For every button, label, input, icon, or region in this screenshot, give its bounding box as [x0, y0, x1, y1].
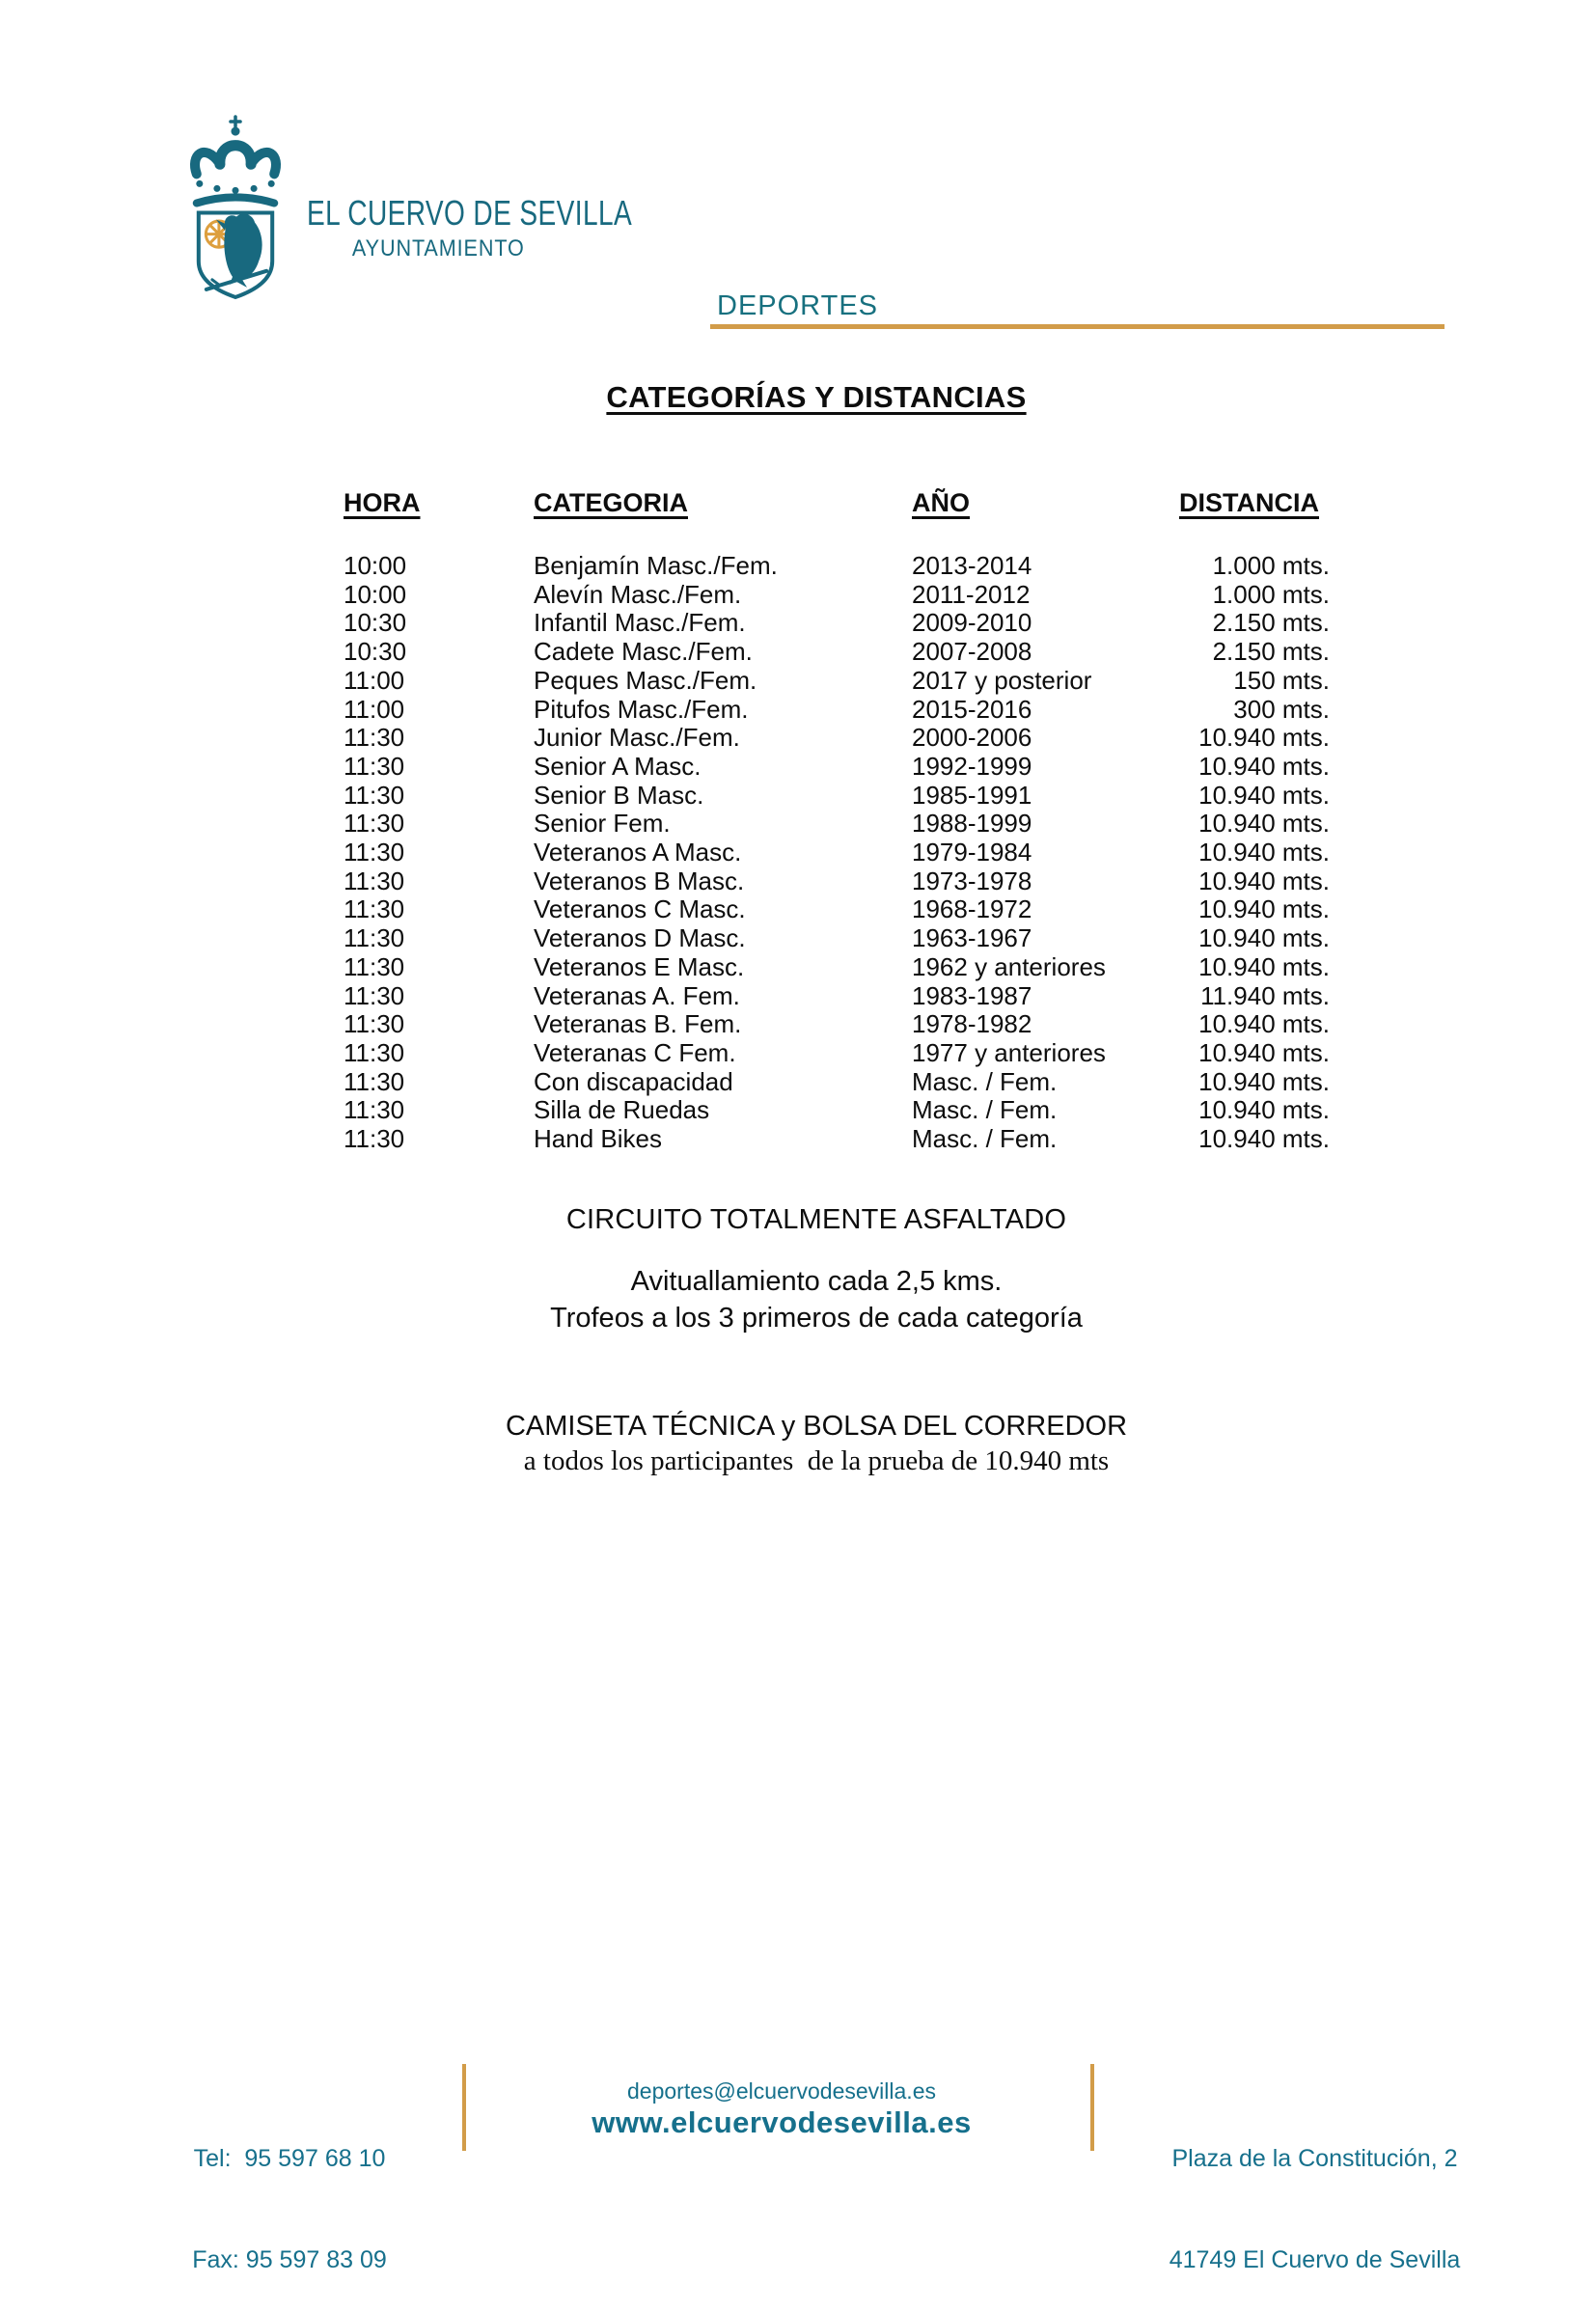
- org-subtitle: AYUNTAMIENTO: [351, 235, 525, 261]
- table-row: 11:30 Veteranas C Fem. 1977 y anteriores 10.940 mts.: [344, 1037, 1330, 1067]
- table-row: 11:30 Senior A Masc. 1992-1999 10.940 mts.: [344, 751, 1330, 781]
- footer-tel: Tel: 95 597 68 10: [193, 2145, 386, 2172]
- footer-address-line2: 41749 El Cuervo de Sevilla: [1169, 2246, 1461, 2273]
- crown-icon: [195, 117, 276, 203]
- table-row: 11:00 Peques Masc./Fem. 2017 y posterior 150 mts.: [344, 665, 1330, 695]
- footer-email-link[interactable]: deportes@elcuervodesevilla.es: [627, 2078, 936, 2104]
- department-rule: [710, 324, 1445, 329]
- table-row: 11:30 Silla de Ruedas Masc. / Fem. 10.940 mts.: [344, 1095, 1330, 1125]
- note-shirt-line1: CAMISETA TÉCNICA y BOLSA DEL CORREDOR: [505, 1411, 1128, 1442]
- table-row: 11:30 Hand Bikes Masc. / Fem. 10.940 mts.: [344, 1124, 1330, 1154]
- note-circuit: CIRCUITO TOTALMENTE ASFALTADO: [565, 1204, 1067, 1235]
- category-table: [344, 488, 1334, 1154]
- table-row: 11:30 Veteranos C Masc. 1968-1972 10.940 mts.: [344, 894, 1330, 924]
- category-table-body: [344, 552, 1334, 1154]
- footer-fax: Fax: 95 597 83 09: [192, 2246, 387, 2273]
- coat-of-arms-icon: [185, 114, 286, 303]
- shield-icon: [199, 213, 272, 297]
- header-categoria: CATEGORIA: [534, 488, 688, 517]
- table-row: 11:30 Veteranos A Masc. 1979-1984 10.940 mts.: [344, 838, 1330, 867]
- footer-address-line1: Plaza de la Constitución, 2: [1171, 2145, 1458, 2172]
- table-row: 11:30 Senior Fem. 1988-1999 10.940 mts.: [344, 809, 1330, 839]
- table-row: 10:30 Infantil Masc./Fem. 2009-2010 2.150 mts.: [344, 608, 1330, 638]
- org-name: EL CUERVO DE SEVILLA: [307, 193, 633, 233]
- table-header-row: [344, 488, 1334, 552]
- footer-phone-block: [125, 2075, 454, 2311]
- footer-web-block: [540, 2077, 1023, 2140]
- page-title: CATEGORÍAS Y DISTANCIAS: [606, 380, 1027, 414]
- footer-divider: [1090, 2064, 1094, 2151]
- table-row: 10:00 Benjamín Masc./Fem. 2013-2014 1.000 mts.: [344, 551, 1330, 580]
- footer-website-link[interactable]: www.elcuervodesevilla.es: [592, 2105, 972, 2139]
- header-hora: HORA: [344, 488, 421, 517]
- table-row: 11:00 Pitufos Masc./Fem. 2015-2016 300 mts.: [344, 694, 1330, 724]
- department-title: DEPORTES: [717, 290, 879, 321]
- header-distancia: DISTANCIA: [1179, 488, 1319, 517]
- table-row: 11:30 Veteranos E Masc. 1962 y anteriores 10.940 mts.: [344, 951, 1330, 981]
- org-subtitle-wrap: [307, 235, 569, 262]
- footer-address-block: [1148, 2075, 1481, 2311]
- footer-divider: [462, 2064, 466, 2151]
- table-row: 11:30 Junior Masc./Fem. 2000-2006 10.940 mts.: [344, 723, 1330, 753]
- table-row: 11:30 Veteranas A. Fem. 1983-1987 11.940 mts.: [344, 980, 1330, 1010]
- header-ano: AÑO: [912, 488, 970, 517]
- table-row: 11:30 Veteranas B. Fem. 1978-1982 10.940 mts.: [344, 1009, 1330, 1039]
- table-row: 11:30 Con discapacidad Masc. / Fem. 10.940 mts.: [344, 1066, 1330, 1096]
- note-refreshment: Avituallamiento cada 2,5 kms.: [630, 1266, 1003, 1297]
- table-row: 10:00 Alevín Masc./Fem. 2011-2012 1.000 mts.: [344, 579, 1330, 609]
- table-row: 11:30 Veteranos D Masc. 1963-1967 10.940 mts.: [344, 923, 1330, 953]
- note-shirt-line2: a todos los participantes de la prueba de 10.940 mts: [523, 1445, 1110, 1476]
- table-row: 11:30 Senior B Masc. 1985-1991 10.940 mts.: [344, 780, 1330, 810]
- table-row: 10:30 Cadete Masc./Fem. 2007-2008 2.150 mts.: [344, 637, 1330, 667]
- note-trophies: Trofeos a los 3 primeros de cada categoría: [550, 1303, 1083, 1334]
- table-row: 11:30 Veteranos B Masc. 1973-1978 10.940 mts.: [344, 866, 1330, 895]
